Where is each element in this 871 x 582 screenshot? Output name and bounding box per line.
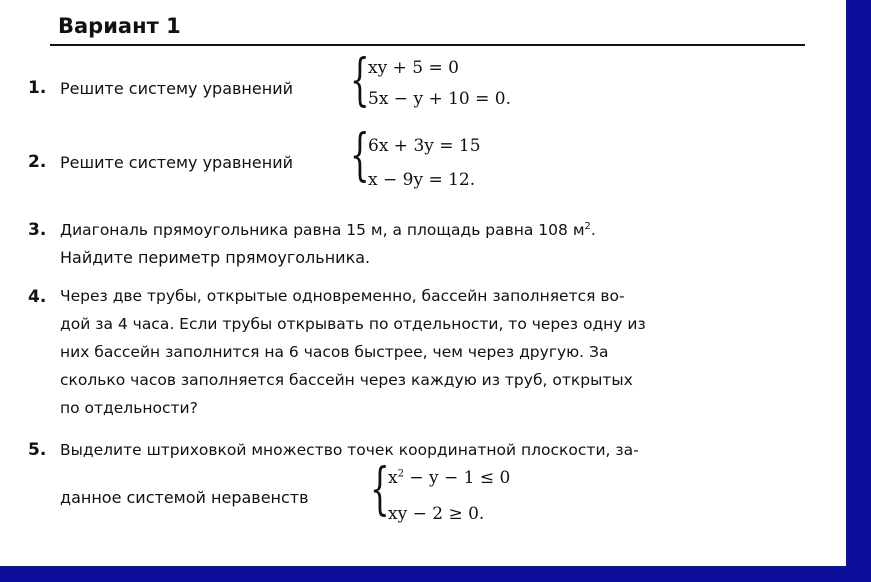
task-1-equation-2: 5x − y + 10 = 0. (368, 89, 512, 109)
task-5-inequality-2: xy − 2 ≥ 0. (388, 504, 485, 524)
task-4-number: 4. (28, 287, 47, 307)
task-5-ineq-1-exponent: 2 (397, 468, 404, 480)
task-1-equation-1: xy + 5 = 0 (368, 58, 459, 78)
task-2-equation-2: x − 9y = 12. (368, 170, 476, 190)
task-5-inequality-1 (388, 468, 510, 488)
task-5-brace: { (370, 457, 390, 522)
task-5-number: 5. (28, 440, 47, 460)
task-5-line-2: данное системой неравенств (60, 488, 309, 507)
task-3-line-2: Найдите периметр прямоугольника. (60, 248, 371, 267)
task-5-ineq-1-rest: − y − 1 ≤ 0 (403, 468, 511, 488)
task-2-brace: { (350, 123, 370, 188)
task-3-line-1-text: Диагональ прямоугольника равна 15 м, а площадь равна 108 м (60, 221, 585, 240)
page-title: Вариант 1 (58, 14, 181, 38)
task-3-line-1 (60, 221, 596, 239)
task-3-superscript: 2 (584, 221, 591, 232)
task-4-line-3: них бассейн заполнится на 6 часов быстрее, чем через другую. За (60, 343, 609, 361)
task-1-text: Решите систему уравнений (60, 79, 293, 98)
title-underline (50, 44, 805, 46)
task-5-ineq-1-var: x (388, 468, 398, 488)
task-4-line-2: дой за 4 часа. Если трубы открывать по отдельности, то через одну из (60, 315, 646, 333)
task-1-brace: { (350, 48, 370, 113)
task-1-number: 1. (28, 78, 47, 98)
task-4-line-1: Через две трубы, открытые одновременно, бассейн заполняется во- (60, 287, 625, 305)
task-2-text: Решите систему уравнений (60, 153, 293, 172)
task-3-line-1-end: . (590, 221, 596, 240)
task-2-number: 2. (28, 152, 47, 172)
task-3-number: 3. (28, 220, 47, 240)
task-4-line-5: по отдельности? (60, 399, 198, 417)
task-2-equation-1: 6x + 3y = 15 (368, 136, 481, 156)
task-4-line-4: сколько часов заполняется бассейн через каждую из труб, открытых (60, 371, 633, 389)
task-5-line-1: Выделите штриховкой множество точек координатной плоскости, за- (60, 441, 639, 459)
